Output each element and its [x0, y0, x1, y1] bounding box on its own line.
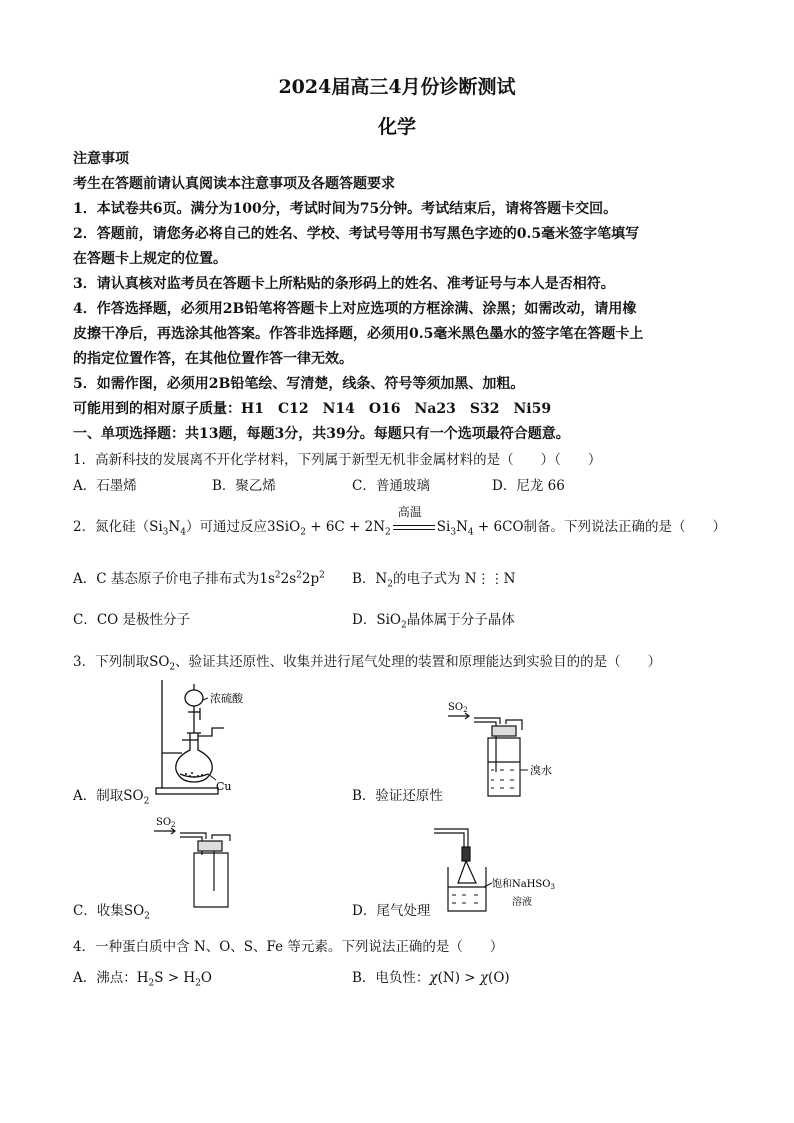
q3-stem: 3．下列制取$SO_2$、验证其还原性、收集并进行尾气处理的装置和原理能达到实验目的的是（ ） [73, 654, 662, 673]
apparatus-a-cu-label: Cu [216, 780, 232, 793]
q3-option-d: D．尾气处理 [352, 903, 431, 919]
apparatus-d-diagram [430, 825, 580, 917]
q2-option-b-prefix: B． [352, 571, 376, 587]
notes-intro: 考生在答题前请认真阅读本注意事项及各题答题要求 [73, 176, 395, 192]
q2-option-d-prefix: D． [352, 612, 377, 628]
q2-option-b-text: 的电子式为 N⋮⋮N [392, 571, 516, 587]
q4-option-a: A．沸点：$H_2S > H_2O$ [73, 970, 212, 989]
q4-stem: 4．一种蛋白质中含 N、O、S、Fe 等元素。下列说法正确的是（ ） [73, 939, 504, 955]
q2-si3n4: $Si_3N_4$ [149, 519, 186, 538]
q2-option-d-text: 晶体属于分子晶体 [406, 612, 515, 628]
q1-option-b: B．聚乙烯 [212, 478, 276, 494]
notes-line-6: 皮擦干净后，再选涂其他答案。作答非选择题，必须用0.5毫米黑色墨水的签字笔在答题卡上 [73, 326, 644, 342]
apparatus-a-acid-label: 浓硫酸 [210, 692, 243, 705]
q1-option-c: C．普通玻璃 [352, 478, 430, 494]
q3-option-c-text: C．收集 [73, 903, 124, 919]
q1-stem: 1．高新科技的发展离不开化学材料，下列属于新型无机非金属材料的是（ ）（ ） [73, 452, 602, 468]
apparatus-d-sat-text: 饱和NaHSO [492, 879, 551, 890]
q2-equals-sign [393, 525, 435, 530]
q3-option-b: B．验证还原性 [352, 788, 443, 804]
notes-line-7: 的指定位置作答，在其他位置作答一律无效。 [73, 351, 353, 367]
q2-stem-suffix: ）可通过反应 [185, 519, 267, 535]
q3-stem-prefix: 3．下列制取 [73, 654, 150, 670]
atomic-mass-line: 可能用到的相对原子质量：H1 C12 N14 O16 Na23 S32 Ni59 [73, 401, 552, 417]
apparatus-b-so2-label: $SO_2$ [448, 702, 468, 714]
q2-option-b: B．$N_2$的电子式为 N⋮⋮N [352, 571, 516, 590]
q1-option-d: D．尼龙 66 [492, 478, 565, 494]
apparatus-d-sat-label: 饱和NaHSO$_3$ [492, 879, 555, 891]
notes-line-1: 1．本试卷共6页。满分为100分，考试时间为75分钟。考试结束后，请将答题卡交回。 [73, 201, 618, 217]
q2-stem-tail: 制备。下列说法正确的是（ ） [523, 519, 727, 535]
apparatus-a-diagram [150, 678, 270, 800]
q2-option-a [73, 567, 325, 587]
q1-option-a: A．石墨烯 [73, 478, 137, 494]
apparatus-c-so2-label: $SO_2$ [156, 817, 176, 829]
apparatus-c-diagram [150, 815, 250, 910]
subject-title: 化学 [377, 116, 416, 138]
q2-reaction-right: $Si_3N_4 + 6CO$ [436, 519, 524, 538]
section-heading: 一、单项选择题：共13题，每题3分，共39分。每题只有一个选项最符合题意。 [73, 426, 570, 442]
notes-heading: 注意事项 [73, 151, 129, 167]
q4-option-a-text: A．沸点： [73, 970, 137, 986]
q2-option-a-config: $1s^22s^22p^2$ [259, 570, 325, 587]
q3-option-a: A．制取$SO_2$ [73, 788, 150, 807]
q2-reaction-condition: 高温 [397, 505, 422, 519]
q4-option-b: B．电负性：χ(N) > χ(O) [352, 970, 510, 986]
q2-stem-prefix: 2．氮化硅（ [73, 519, 150, 535]
apparatus-b-diagram [448, 700, 568, 802]
q2-reaction-left: $3SiO_2 + 6C + 2N_2$ [266, 519, 391, 538]
q2-option-d: D．SiO$_2$晶体属于分子晶体 [352, 612, 515, 631]
q3-stem-suffix: 、验证其还原性、收集并进行尾气处理的装置和原理能达到实验目的的是（ ） [175, 654, 662, 670]
notes-line-8: 5．如需作图，必须用2B铅笔绘、写清楚，线条、符号等须加黑、加粗。 [73, 376, 525, 392]
q4-option-b-text: B．电负性： [352, 970, 430, 986]
q3-option-c: C．收集$SO_2$ [73, 903, 150, 922]
notes-line-3: 在答题卡上规定的位置。 [73, 251, 227, 267]
apparatus-c-so2-text: SO [156, 817, 172, 828]
page-title: 2024届高三4月份诊断测试 [278, 76, 516, 98]
q2-option-c: C．CO 是极性分子 [73, 612, 191, 628]
q2-option-a-text: A．C 基态原子价电子排布式为 [73, 571, 260, 587]
apparatus-b-so2-text: SO [448, 702, 464, 713]
notes-line-4: 3．请认真核对监考员在答题卡上所粘贴的条形码上的姓名、准考证号与本人是否相符。 [73, 276, 615, 292]
q2-stem [73, 505, 727, 538]
q2-reaction-arrow [391, 505, 437, 535]
notes-line-5: 4．作答选择题，必须用2B铅笔将答题卡上对应选项的方框涂满、涂黑；如需改动，请用橡 [73, 301, 637, 317]
apparatus-d-solution-label: 溶液 [512, 897, 532, 908]
apparatus-b-bromine-label: 溴水 [530, 764, 552, 777]
q3-option-a-text: A．制取 [73, 788, 124, 804]
notes-line-2: 2．答题前，请您务必将自己的姓名、学校、考试号等用书写黑色字迹的0.5毫米签字笔填写 [73, 226, 640, 242]
